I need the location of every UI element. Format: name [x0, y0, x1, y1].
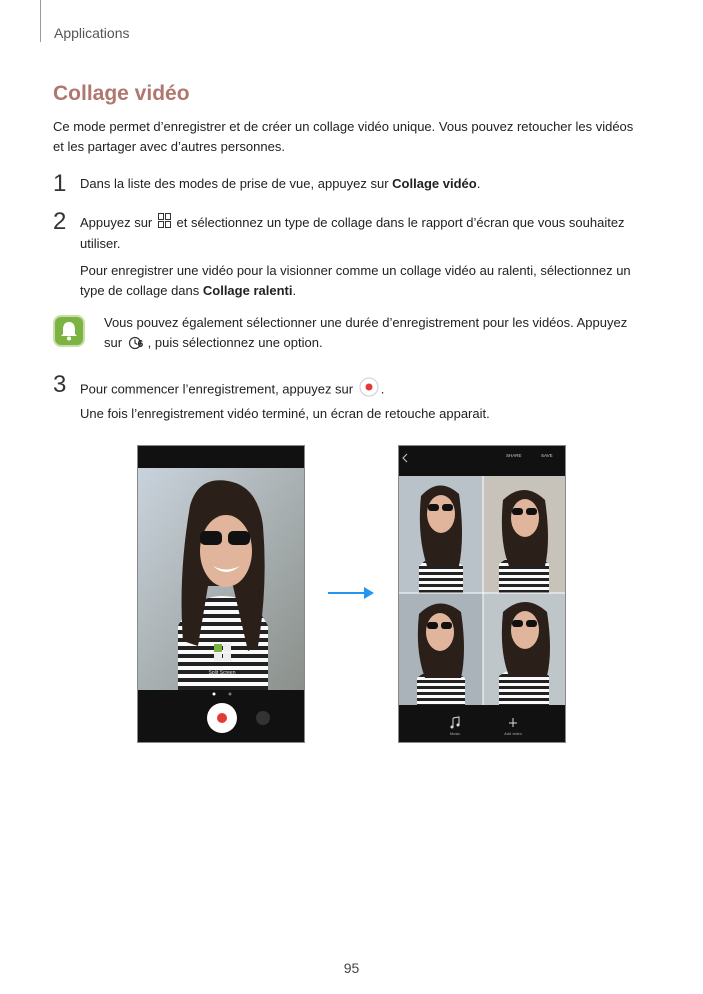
- note-line-2: [104, 333, 664, 353]
- note-text: [104, 313, 664, 353]
- note-bell-icon: [53, 315, 85, 347]
- note-before: sur: [104, 335, 126, 350]
- step-2-sub-before: type de collage dans: [80, 283, 203, 298]
- step-3-text: [80, 377, 670, 403]
- step-1-bold: Collage vidéo: [392, 176, 477, 191]
- collage-layout-icon: [158, 213, 171, 234]
- intro-line-2: et les partager avec d’autres personnes.: [53, 139, 285, 154]
- step-2-text: [80, 213, 670, 254]
- step-3-after: .: [380, 381, 385, 397]
- section-title: Collage vidéo: [53, 82, 190, 105]
- step-number-2: 2: [53, 208, 67, 235]
- step-2-line-2: utiliser.: [80, 236, 121, 252]
- transition-arrow-icon: [328, 586, 374, 605]
- step-2-after: et sélectionnez un type de collage dans le rapport d’écran que vous souhaitez: [172, 215, 625, 230]
- add-video-button[interactable]: Add video: [504, 731, 522, 736]
- intro-line-1: Ce mode permet d’enregistrer et de créer un collage vidéo unique. Vous pouvez retoucher les vidéos: [53, 119, 634, 134]
- save-button[interactable]: SAVE: [541, 453, 553, 458]
- step-1-text: [80, 174, 660, 194]
- record-button-icon: [359, 377, 379, 403]
- timer-label: 6: [137, 338, 144, 350]
- split-screen-label: Split Screen: [208, 670, 236, 676]
- timer-icon: [128, 336, 146, 352]
- step-number-3: 3: [53, 371, 67, 398]
- step-2-sub-line-1: Pour enregistrer une vidéo pour la visionner comme un collage vidéo au ralenti, sélectionnez un: [80, 263, 631, 278]
- step-3-before: Pour commencer l’enregistrement, appuyez sur: [80, 381, 357, 397]
- step-1-before: Dans la liste des modes de prise de vue, appuyez sur: [80, 176, 393, 191]
- step-2-before: Appuyez sur: [80, 215, 156, 230]
- camera-screen: [137, 445, 305, 743]
- step-2-sub-bold: Collage ralenti: [202, 283, 293, 298]
- page-number: 95: [343, 960, 360, 976]
- step-number-1: 1: [53, 170, 67, 197]
- step-2-line-1: [80, 213, 670, 234]
- collage-preview-image: [399, 446, 566, 743]
- intro-text: [53, 117, 653, 157]
- music-button[interactable]: Music: [449, 731, 461, 736]
- step-2-sub-line-2: [80, 281, 670, 301]
- step-3-sub: Une fois l’enregistrement vidéo terminé, un écran de retouche apparait.: [80, 406, 490, 421]
- note-after: , puis sélectionnez une option.: [147, 335, 323, 350]
- edit-screen: [398, 445, 566, 743]
- step-2-sub: [80, 261, 670, 301]
- header-section: Applications: [54, 25, 130, 41]
- header-rule: [40, 0, 41, 42]
- camera-preview-image: [138, 446, 305, 743]
- step-2-sub-after: .: [292, 283, 297, 298]
- share-button[interactable]: SHARE: [506, 453, 522, 458]
- step-1-after: .: [476, 176, 481, 191]
- note-line-1: Vous pouvez également sélectionner une durée d’enregistrement pour les vidéos. Appuyez: [104, 315, 628, 330]
